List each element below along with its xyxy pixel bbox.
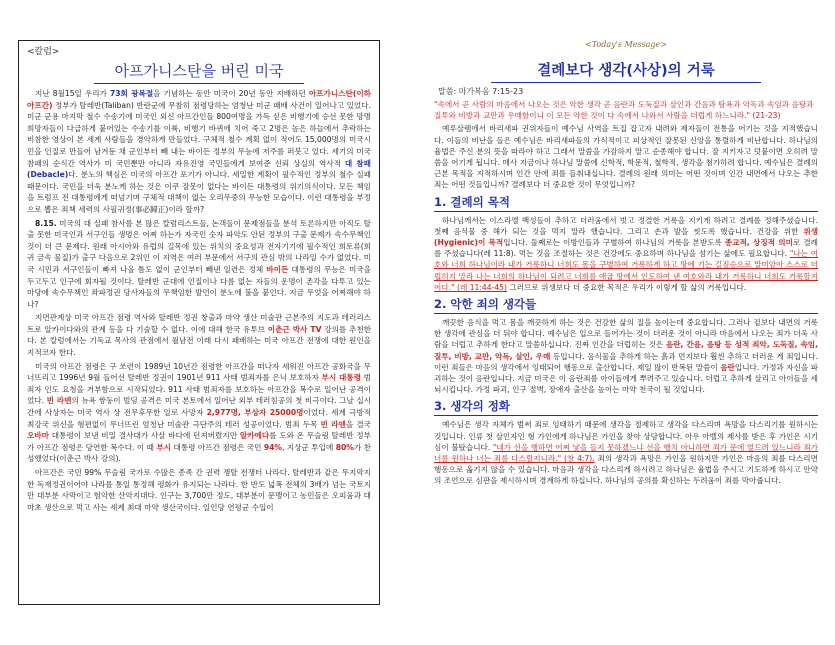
highlight-text: 부시 bbox=[156, 442, 172, 452]
highlight-text: 빈 라덴 bbox=[46, 396, 72, 406]
column-paragraph bbox=[27, 312, 371, 358]
text-run: 하나님께서는 이스라엘 백성들이 추하고 더러움에서 벗고 정결한 거룩을 지키게 하려고 결례를 정해주셨습니다. 첫째 음식물 중 해가 되는 것을 먹지 말라 했습니다. 그리고 손과 발을 씻도록 했습니다. 건강을 위한 bbox=[434, 215, 818, 236]
text-run: 지난 8월15일 우리가 bbox=[35, 89, 110, 98]
highlight-text: 2,977명, 부상자 25000명 bbox=[206, 408, 304, 418]
message-body bbox=[434, 123, 818, 486]
highlight-text: 위생(Hygienic)이 목적 bbox=[434, 226, 818, 248]
text-run: 대통령이 보낸 비밀 결사대가 사살 바다에 던져버렸지만 bbox=[49, 431, 240, 441]
text-run: 등입니다. 음식물을 추하게 하는 흙과 먼지보다 훨씬 추하고 더러운 게 죄입니다. 이런 죄들은 마음의 생각에서 잉태되어 행동으로 출산합니다. 제일 많이 반복된 말씀이 bbox=[434, 351, 818, 372]
highlight-text: 음란 bbox=[720, 362, 735, 372]
highlight-text: 부시 대통령 bbox=[321, 373, 362, 383]
text-run: 미국의 대 실패 참사를 본 많은 칼럼리스트들, 논객들이 문제점들을 분석 토론하지만 아직도 탈출 못한 미국인과 서구인들 생명은 어찌 하는가 자국민 숫자 파악도 안된 정부의 구출 문제가 속수무책인 것이 더 큰 문제다. 원래 아시아와 유럽의 길목에 있는 위치의 중요성과 전자기기에 필수적인 희토류(희귀 금속 물질)가 출구 다음으로 2위인 이 지역은 여러 부문에서 서구의 관심 밖의 나라일 수가 없었다. 미국 시민과 서구인들이 빠져 나올 틈도 없이 군인부터 빼낸 일련은 정체 bbox=[27, 218, 371, 274]
text-run: , 지상군 투입에 bbox=[282, 442, 336, 452]
scripture-reference: 말씀: 마가복음 7:15-23 bbox=[438, 87, 524, 96]
highlight-text: 94% bbox=[263, 442, 283, 452]
message-title: 결례보다 생각(사상)의 거룩 bbox=[491, 59, 761, 83]
text-run: 가 찬성했었다(이춘근 박사 강의). bbox=[27, 442, 372, 464]
text-run: 대통령의 무능은 미국을 두고두고 인구에 회자될 것이다. 탈레반 군대에 인질이나 다름 없는 자들의 운명이 촌각을 다투고 있는 마당에 속수무책인 좌파정권 당사자들의 무책임한 발언이 분노에 불을 붙인다. 지금 무엇을 어찌해야 하나? bbox=[27, 264, 371, 309]
text-run: 예수님은 생각 자체가 벌써 죄로 잉태하기 때문에 생각을 절제하고 생각을 다스리며 욕망을 다스리기를 원하시는 것입니다. 인류 첫 살인자인 형 가인에게 하나님은 가인을 찾아 상담합니다. 아우 아벨의 제사를 받은 후 가인은 시기심이 불탔습니다. bbox=[434, 420, 818, 452]
text-run: 로 결례를 주셨습니다(레 11:8). 먹는 것을 조절하는 것은 건강에도 중요하며 하나님을 섬기는 삶에도 필요합니다. bbox=[434, 238, 818, 259]
column-paragraph bbox=[27, 218, 371, 311]
highlight-text: 73회 광복절 bbox=[109, 89, 154, 98]
section-paragraph bbox=[434, 419, 818, 486]
column-article bbox=[18, 40, 380, 605]
column-paragraph bbox=[27, 467, 371, 513]
highlight-text: 알카에다 bbox=[239, 431, 270, 441]
highlight-text: 8.15. bbox=[35, 218, 57, 228]
text-run: 정부가 탈레반(Taliban) 반란군에 무참히 점령당하는 엄청난 미군 패배 사건이 일어나고 있었다. 미군 군용 마지막 철수 수송기에 미국인 외신 아프간인들 800여명을 가득 싣은 비행기에 승선 못한 망명 희망자들이 다급하게 붙어있는 수송기를 이륙, 비행기 바퀴에 치어 죽고 2명은 높은 하늘에서 추락하는 비참한 영상이 본 세계 사람들을 경악하게 만들었다. 구체적 철수 계획 없이 적어도 15,000명의 미국시민을 인질로 만들어 남겨둔 채 군인부터 빼 내는 바이든 정부의 무능에 저주를 퍼붓고 있다. 세기의 미국 참패의 순식간 역사가 미 국민뿐만 아니라 자유진영 국민들에게 보여준 신뢰 상실의 역사적 bbox=[27, 100, 371, 168]
section-heading: 3. 생각의 정화 bbox=[434, 398, 818, 416]
column-title: 아프가니스탄을 버린 미국 bbox=[94, 60, 304, 84]
highlight-text: 이춘근 박사 TV bbox=[267, 324, 322, 334]
text-run: 지면관계상 미국 아프간 점령 역사와 탈레반 정권 창출과 마약 생산 미술관 근본주의 지도과 테러리스트로 알카이다와의 관계 등을 다 기술할 수 없다. 이에 대해 한국 유투브 bbox=[27, 313, 371, 334]
text-run: 죄의 생각과 욕망은 가인을 원하지만 가인은 마음의 죄를 다스리면 행동으로 옮기지 않을 수 있습니다. 마음과 생각을 다스리게 하시려고 하나님은 율법을 주시고 기도하게 하시고 안약의 조언으로 심판을 제시하시며 경계하게 하십니다. 하나님의 공의를 확신하는 두려움이 죄를 막아줍니다. bbox=[434, 454, 818, 486]
text-run: 을 기념하는 동안 미국이 20년 동안 지배하던 bbox=[153, 89, 309, 98]
text-run: 의 뉴욕 쌍둥이 빌딩 공격은 미국 본토에서 일어난 외부 테러침공의 첫 비극이다. 그날 십시간에 사상자는 미국 역사 상 전무후무한 일로 사망자 bbox=[27, 396, 372, 418]
text-run: 입니다. 가정과 자신을 파괴하는 것이 음란입니다. 지금 미국은 이 음란죄를 아이들에게 뿌려주고 있습니다. 더럽고 추하게 살리고 아이들을 세뇌시킵니다. 가정 파괴, 인구 절벽, 장애자 출산을 높이는 마약 천국이 될 것입니다. bbox=[434, 362, 818, 395]
highlight-text: 바이든 bbox=[266, 264, 289, 274]
highlight-text: 아프가니스탄(이하 아프간) bbox=[27, 89, 371, 110]
highlight-text: 종교적, 상징적 의미 bbox=[724, 238, 793, 248]
message-intro: 예루살렘에서 바리새파 권위자들이 예수님 사역을 트집 잡고자 내려와 제자들이 전통을 어기는 것을 지적했습니다. 이들의 비난을 들은 예수님은 바리새파들의 가식적이고 피상적인 잘못된 신앙을 통렬하게 비난합니다. 하나님의 율법은 주신 분의 뜻을 따라야 하고 그래서 말씀을 가감하지 말고 순종해야 합니다. 잘 지키자고 덧붙이면 오히려 말씀을 어기게 됩니다. 매사 지금이나 하나님 말씀에 신학적, 학문적, 철학적, 생각을 첨가하려 합니다. 예수님은 결례의 근본 목적을 지적하시며 인간 안에 죄를 들춰내십니다. 결례의 원래 의미는 어떤 것이며 인간 내면에서 나오는 추한 죄는 어떤 것들입니까? 결례보다 더 중요한 것이 무엇입니까? bbox=[434, 124, 818, 190]
section-heading: 1. 결례의 목적 bbox=[434, 194, 818, 212]
message-tag: <Today's Message> bbox=[585, 40, 667, 49]
column-body bbox=[27, 88, 371, 513]
highlight-text: 80% bbox=[335, 442, 354, 452]
highlight-text: 대 참패(Debacle) bbox=[27, 158, 371, 180]
text-run: 를 도와 온 무슬림 탈레반 정부가 아프간 점령은 당연한 복수다. 이 때 bbox=[27, 431, 371, 452]
column-paragraph bbox=[27, 361, 371, 465]
text-run: 을 결국 bbox=[345, 419, 371, 429]
text-run: 대통령 아프간 점령은 국민 bbox=[171, 442, 264, 452]
text-run: 아프간은 국민 99% 무슬림 국가로 수많은 종족 간 권력 쟁탈 전쟁터 나라다. 탈레반과 같은 무지막지한 독재정권이어야 나라를 통일 통정해 평화가 유지되는 나라다. 한 반도 넓폭 전체의 3배가 넘는 국토지만 대부분 사막이고 험악한 산악지대다. 인구는 3,700만 정도, 대부분이 문맹이고 농민들은 오피움과 대마초 생산으로 먹고 사는 세계 최대 마약 생산국이다. 일인당 연평균 수입이 bbox=[27, 468, 371, 512]
section-paragraph bbox=[434, 317, 818, 395]
text-run: 미국의 아프간 점령은 구 쏘련이 1989년 10년간 점령한 아프간을 떠나자 세워진 아프간 공화국을 무너뜨리고 1996년 9월 들어선 탈레반 정권이 1901년 911 사태 범죄자를 은닉 보호하자 bbox=[27, 361, 371, 383]
text-run: 다. 분노의 핵심은 미국의 아프간 포기가 아니다. 세밀한 계획이 필수적인 정부의 철수 실패 때문이다. 국민을 더욱 분노케 하는 것은 이쿠 잘못이 없다는 바이든 대통령의 위기의식이다. 모든 책임을 트럼프 전 대통령에게 떠넘기며 구체적 대책이 없는 오리무중의 무능한 모습이다. 이런 대통령을 부정으로 뽑은 죄책 세력의 사필귀정(事必歸正)이라 할까? bbox=[27, 170, 371, 214]
column-paragraph bbox=[27, 88, 371, 216]
todays-message bbox=[434, 40, 818, 630]
highlight-text: "나는 여호와 너희 하나님이라 내가 거룩하니 너희도 몸을 구별하여 거룩하게 하고 땅에 기는 길짐승으로 말미암아 스스로 더럽히지 말라 나는 너희의 하나님이 되려고 너희를 애굽 땅에서 인도하여 낸 여호와라 내가 거룩하니 너희도 거룩할지어다." (레 11:44-45) bbox=[434, 249, 818, 292]
text-run: 이었다. 세계 극방적 최강국 위신을 형편없이 무너뜨린 엄청난 미술관 극단주의 테러 성공이었다. 범죄 두목 bbox=[27, 408, 371, 429]
column-tag: <칼럼> bbox=[27, 47, 60, 57]
text-run: 그러므로 위생보다 더 중요한 목적은 우리가 이렇게 할 삶의 거룩입니다. bbox=[506, 282, 747, 292]
text-run: 입니다. 둘째로는 이방인들과 구별하여 하나님의 거룩을 본받도록 bbox=[503, 238, 725, 248]
highlight-text: 빈 라덴 bbox=[320, 419, 346, 429]
text-run: 강의를 추천한다. 본 칼럼에서는 기독교 목사의 관점에서 월남전 이래 다시 패배하는 미국 아프간 전쟁에 대한 원인을 지적코자 한다. bbox=[27, 324, 371, 358]
highlight-text: 오바마 bbox=[27, 431, 50, 441]
section-heading: 2. 악한 죄의 생각들 bbox=[434, 296, 818, 314]
highlight-text: "네가 선을 행하면 어찌 낯을 들지 못하겠느냐 선을 행치 아니하면 죄가 문에 엎드려 있느니라 죄가 너를 원하나 너는 죄를 다스릴지니라." (창 4:7). bbox=[434, 442, 818, 464]
section-paragraph bbox=[434, 215, 818, 293]
text-run: 깨끗한 음식을 먹고 몸을 깨끗하게 하는 것은 건강한 삶의 질을 높이는데 중요합니다. 그러나 겉보다 내면의 거룩한 생각에 관심을 더 둬야 합니다. 예수님은 입으로 들어가는 것이 더러운 것이 아니라 마음에서 나오는 죄가 더욱 사람을 더럽고 추하게 한다고 말씀하십니다. 진짜 인간을 더럽히는 것은 bbox=[434, 318, 818, 350]
text-run: 범죄자 인도 요청을 거부함으로 시작되었다. 911 사태 범죄자를 보호하는 아프간을 복수로 일어난 공격이었다. bbox=[27, 373, 371, 406]
scripture-verse: "속에서 곧 사람의 마음에서 나오는 것은 악한 생각 곧 음란과 도둑질과 살인과 간음과 탐욕과 악독과 속임과 음탕과 질투와 비방과 교만과 우매함이니 이 모든 악한 것이 다 속에서 나와서 사람을 더럽게 하느니라." (21-23) bbox=[434, 100, 814, 121]
highlight-text: 음란, 간음, 음탕 등 성적 죄악, 도둑질, 속임, 질투, 비방, 교만, 악독, 살인, 우매 bbox=[434, 340, 818, 361]
